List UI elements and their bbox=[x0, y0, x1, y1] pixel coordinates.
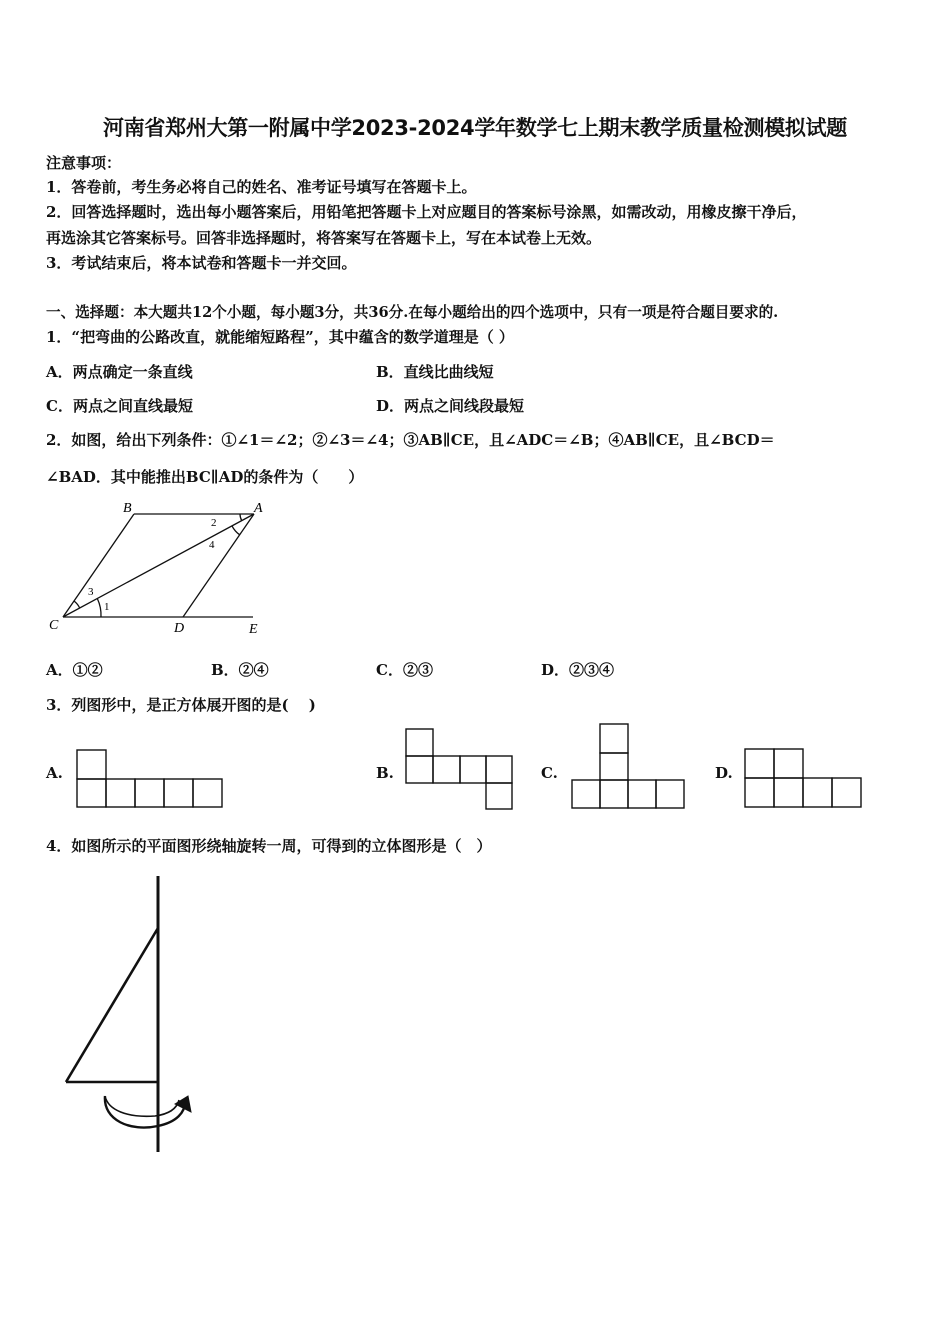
q1-option-a: A．两点确定一条直线 bbox=[46, 363, 193, 381]
q1-option-c: C．两点之间直线最短 bbox=[46, 397, 193, 415]
q2-option-c: C．②③ bbox=[376, 661, 433, 679]
line-ad bbox=[183, 514, 254, 617]
label-c: C bbox=[49, 618, 59, 633]
line-ca bbox=[63, 514, 254, 617]
angle-label-1: 1 bbox=[104, 601, 110, 613]
label-b: B bbox=[123, 501, 132, 516]
q3-net-d bbox=[742, 746, 868, 812]
q1-option-b: B．直线比曲线短 bbox=[376, 363, 494, 381]
q4-stem: 4．如图所示的平面图形绕轴旋转一周，可得到的立体图形是（ ） bbox=[46, 837, 492, 855]
q2-option-a: A．①② bbox=[46, 661, 103, 679]
q3-net-a bbox=[74, 747, 226, 811]
angle-arc-3 bbox=[74, 601, 80, 608]
q2-stem-line2: ∠BAD．其中能推出BC∥AD的条件为（ ） bbox=[46, 468, 364, 486]
angle-arc-4 bbox=[232, 526, 240, 535]
angle-label-3: 3 bbox=[88, 586, 94, 598]
notice-heading: 注意事项： bbox=[46, 154, 122, 172]
label-a: A bbox=[254, 501, 263, 516]
angle-arc-2 bbox=[240, 514, 242, 521]
q1-stem: 1．“把弯曲的公路改直，就能缩短路程”，其中蕴含的数学道理是（ ） bbox=[46, 328, 514, 346]
q3-net-b bbox=[403, 726, 517, 812]
q3-label-a: A. bbox=[46, 764, 63, 782]
q1-option-d: D．两点之间线段最短 bbox=[376, 397, 525, 415]
q2-figure bbox=[40, 496, 280, 640]
angle-label-4: 4 bbox=[209, 539, 215, 551]
section-header: 一、选择题：本大题共12个小题，每小题3分，共36分.在每小题给出的四个选项中，只有一项是符合题目要求的. bbox=[46, 304, 779, 321]
q2-stem-line1: 2．如图，给出下列条件：①∠1＝∠2；②∠3＝∠4；③AB∥CE，且∠ADC＝∠B；④AB∥CE，且∠BCD＝ bbox=[46, 431, 775, 449]
q3-net-c bbox=[569, 721, 691, 812]
angle-arc-1 bbox=[97, 599, 101, 618]
q2-option-d: D．②③④ bbox=[541, 661, 615, 679]
notice-item-1: 1．答卷前，考生务必将自己的姓名、准考证号填写在答题卡上。 bbox=[46, 178, 477, 196]
q3-stem: 3．列图形中，是正方体展开图的是( ) bbox=[46, 696, 316, 714]
q3-label-b: B. bbox=[376, 764, 394, 782]
notice-item-2: 2．回答选择题时，选出每小题答案后，用铅笔把答题卡上对应题目的答案标号涂黑，如需改动，用橡皮擦干净后， bbox=[46, 203, 807, 221]
label-d: D bbox=[174, 621, 185, 636]
notice-item-3: 3．考试结束后，将本试卷和答题卡一并交回。 bbox=[46, 254, 357, 272]
q4-figure bbox=[55, 870, 205, 1160]
angle-label-2: 2 bbox=[211, 517, 217, 529]
rotation-arrow-arc bbox=[105, 1096, 185, 1128]
q2-option-b: B．②④ bbox=[211, 661, 269, 679]
q3-label-d: D. bbox=[715, 764, 733, 782]
q3-label-c: C. bbox=[541, 764, 558, 782]
triangle-hypotenuse bbox=[66, 928, 158, 1082]
notice-item-2-cont: 再选涂其它答案标号。回答非选择题时，将答案写在答题卡上，写在本试卷上无效。 bbox=[46, 229, 602, 247]
label-e: E bbox=[249, 622, 258, 637]
page-title: 河南省郑州大第一附属中学2023-2024学年数学七上期末教学质量检测模拟试题 bbox=[103, 116, 847, 140]
